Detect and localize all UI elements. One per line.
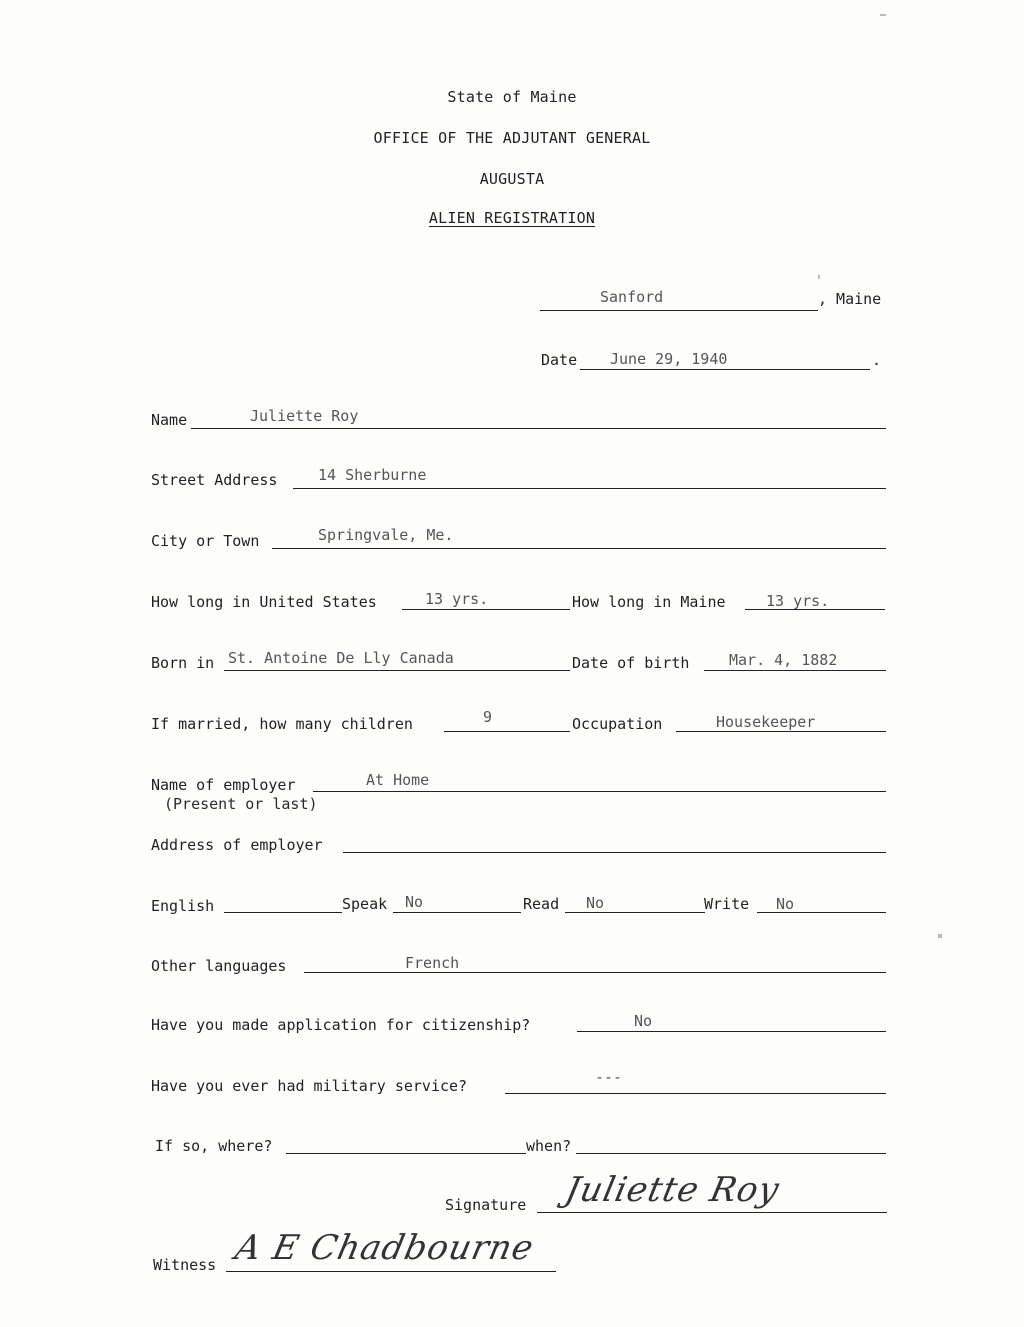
- born-label: Born in: [151, 654, 215, 672]
- dob-value: Mar. 4, 1882: [729, 651, 838, 669]
- occupation-value: Housekeeper: [716, 713, 816, 731]
- maine-years-label: How long in Maine: [572, 593, 726, 611]
- occupation-label: Occupation: [572, 715, 663, 733]
- write-label: Write: [704, 895, 750, 913]
- date-label: Date: [541, 351, 578, 369]
- read-value: No: [586, 894, 605, 912]
- citizenship-value: No: [634, 1012, 653, 1030]
- other-languages-value: French: [405, 954, 460, 972]
- children-value: 9: [483, 708, 493, 726]
- us-years-value: 13 yrs.: [425, 590, 489, 608]
- signature-line: [537, 1212, 887, 1213]
- date-period: .: [872, 351, 882, 369]
- occupation-line: [676, 731, 886, 732]
- employer-address-label: Address of employer: [151, 836, 323, 854]
- witness-handwriting: A E Chadbourne: [231, 1228, 538, 1268]
- scan-mark: [818, 275, 820, 279]
- born-value: St. Antoine De Lly Canada: [228, 649, 454, 667]
- english-label: English: [151, 897, 215, 915]
- street-label: Street Address: [151, 471, 278, 489]
- other-languages-label: Other languages: [151, 957, 287, 975]
- witness-label: Witness: [153, 1256, 217, 1274]
- us-years-line: [402, 609, 570, 610]
- form-title: ALIEN REGISTRATION: [428, 209, 596, 227]
- state-label: , Maine: [818, 290, 882, 308]
- witness-line: [226, 1271, 556, 1272]
- when-line: [576, 1153, 886, 1154]
- employer-address-line: [343, 852, 886, 853]
- children-label: If married, how many children: [151, 715, 413, 733]
- where-label: If so, where?: [155, 1137, 273, 1155]
- scan-mark: [880, 14, 886, 16]
- read-line: [565, 912, 705, 913]
- name-value: Juliette Roy: [250, 407, 359, 425]
- employer-value: At Home: [366, 771, 430, 789]
- when-label: when?: [526, 1137, 572, 1155]
- citizenship-label: Have you made application for citizenship?: [151, 1016, 531, 1034]
- town-value: Sanford: [600, 288, 664, 306]
- maine-years-value: 13 yrs.: [766, 592, 830, 610]
- name-line: [191, 428, 886, 429]
- english-line: [224, 912, 342, 913]
- military-label: Have you ever had military service?: [151, 1077, 468, 1095]
- speak-line: [393, 912, 521, 913]
- employer-label: Name of employer: [151, 776, 296, 794]
- employer-line: [313, 791, 886, 792]
- signature-handwriting: Juliette Roy: [561, 1170, 784, 1210]
- military-line: [505, 1093, 886, 1094]
- header-state: State of Maine: [447, 88, 577, 106]
- street-value: 14 Sherburne: [318, 466, 427, 484]
- speak-label: Speak: [342, 895, 388, 913]
- write-value: No: [776, 895, 795, 913]
- header-office: OFFICE OF THE ADJUTANT GENERAL: [373, 129, 651, 147]
- military-value: ---: [595, 1068, 623, 1086]
- town-line: [540, 310, 818, 311]
- employer-sublabel: (Present or last): [164, 795, 318, 813]
- where-line: [286, 1153, 526, 1154]
- date-value: June 29, 1940: [610, 350, 728, 368]
- speak-value: No: [405, 893, 424, 911]
- header-city: AUGUSTA: [479, 170, 545, 188]
- city-label: City or Town: [151, 532, 260, 550]
- citizenship-line: [577, 1031, 886, 1032]
- signature-label: Signature: [445, 1196, 527, 1214]
- other-languages-line: [304, 972, 886, 973]
- children-line: [444, 731, 570, 732]
- city-line: [272, 548, 886, 549]
- name-label: Name: [151, 411, 188, 429]
- born-line: [224, 670, 570, 671]
- dob-line: [704, 670, 886, 671]
- read-label: Read: [523, 895, 560, 913]
- dob-label: Date of birth: [572, 654, 690, 672]
- us-years-label: How long in United States: [151, 593, 377, 611]
- scan-mark: [938, 934, 942, 938]
- city-value: Springvale, Me.: [318, 526, 454, 544]
- street-line: [293, 488, 886, 489]
- date-line: [580, 369, 870, 370]
